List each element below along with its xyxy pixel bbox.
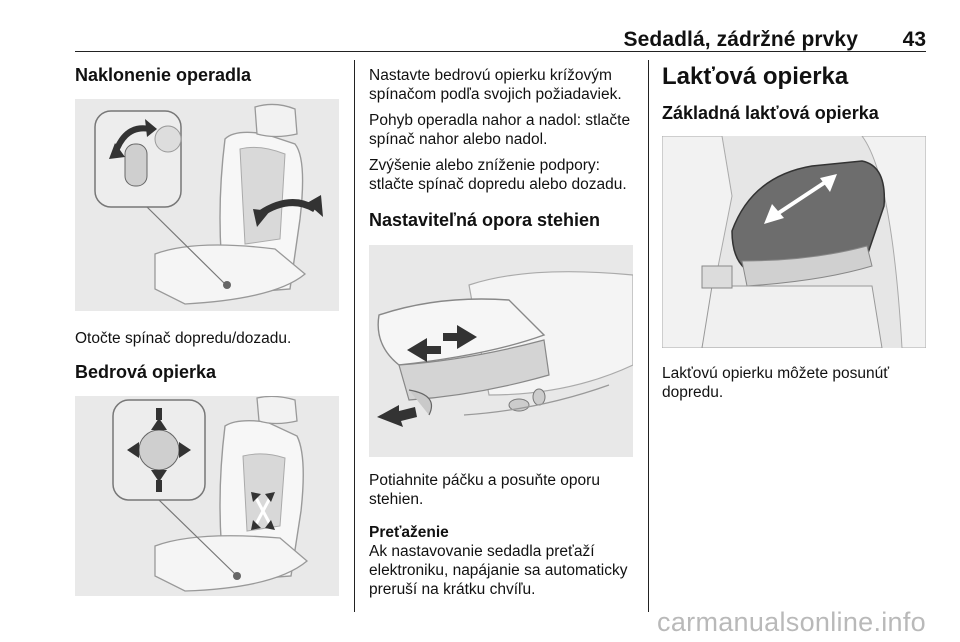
page-header [75, 28, 926, 50]
watermark: carmanualsonline.info [657, 607, 926, 637]
paragraph: Nastavte bedrovú opierku krížovým spínačom podľa svojich požiadaviek. [369, 67, 622, 103]
page-number: 43 [902, 28, 926, 51]
thigh-support-illustration [369, 245, 633, 457]
caption-recline: Otočte spínač dopredu/dozadu. [75, 330, 292, 347]
column-2 [369, 60, 635, 599]
seat-recline-illustration [75, 99, 339, 311]
column-divider [354, 60, 355, 612]
column-divider [648, 60, 649, 612]
section-heading: Naklonenie operadla [75, 65, 252, 85]
paragraph: Potiahnite páčku a posuňte oporu stehien. [369, 472, 600, 508]
column-3 [662, 60, 928, 402]
paragraph: Pohyb operadla nahor a nadol: stlačte spínač nahor alebo nadol. [369, 112, 631, 148]
header-title: Sedadlá, zádržné prvky [623, 28, 858, 51]
paragraph: Lakťovú opierku môžete posunúť dopredu. [662, 365, 890, 401]
note-text: Ak nastavovanie sedadla preťaží elektroniku, napájanie sa automaticky preruší na krátku chvíľu. [369, 543, 628, 598]
armrest-illustration [662, 136, 926, 348]
note-heading: Preťaženie [369, 524, 449, 541]
header-rule [75, 51, 926, 52]
paragraph: Zvýšenie alebo zníženie podpory: stlačte spínač dopredu alebo dozadu. [369, 157, 627, 193]
column-1 [75, 60, 341, 596]
section-heading: Nastaviteľná opora stehien [369, 210, 601, 230]
section-subheading: Základná lakťová opierka [662, 103, 879, 123]
section-heading: Bedrová opierka [75, 362, 217, 382]
section-heading: Lakťová opierka [662, 63, 849, 90]
lumbar-support-illustration [75, 396, 339, 596]
